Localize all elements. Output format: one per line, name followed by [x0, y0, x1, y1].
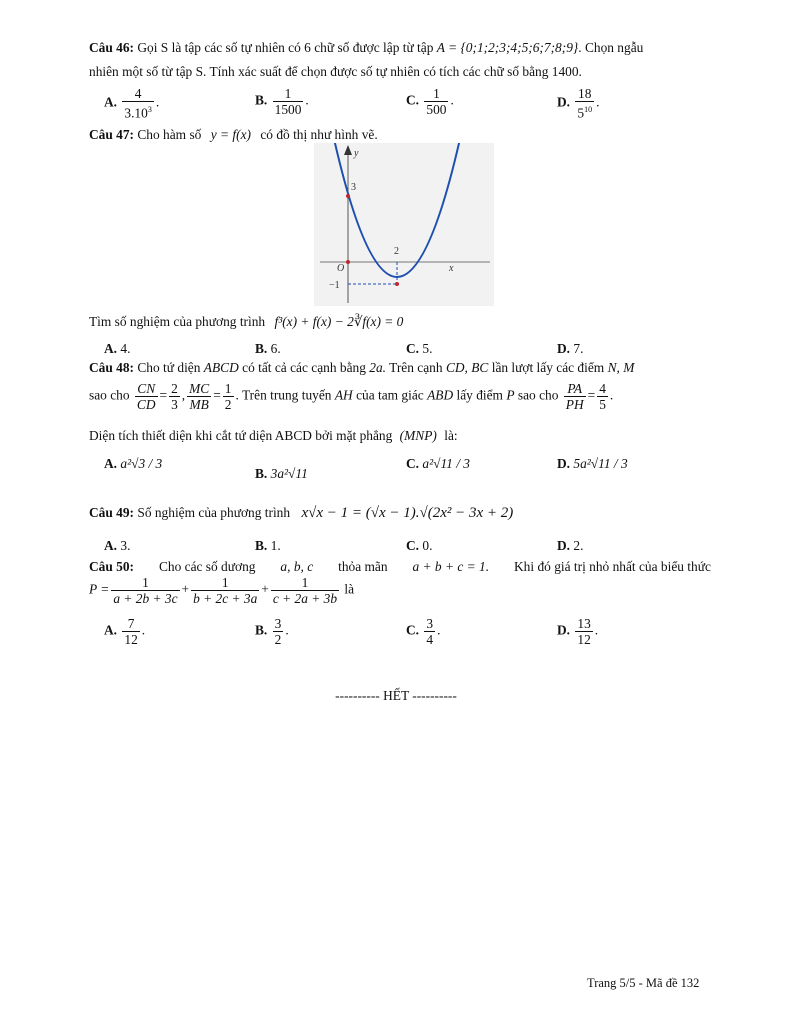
option-label: B.: [255, 92, 268, 108]
origin-label: O: [337, 263, 345, 274]
q47-question-text: Tìm số nghiệm của phương trình: [89, 314, 266, 329]
q49-option-d: [557, 538, 583, 554]
numerator: 1: [111, 575, 179, 591]
option-value: 5a²√11 / 3: [573, 456, 628, 471]
q50-option-c: C. $\frac{3}{4}$ .: [406, 616, 441, 647]
q50-option-d: D. $\frac{13}{12}$ .: [557, 616, 599, 647]
option-label: D.: [557, 538, 571, 553]
denominator: 12: [124, 632, 138, 647]
numerator: 4: [122, 86, 153, 102]
q49-option-b: [255, 538, 281, 554]
q48-option-b: [255, 466, 308, 482]
q50-option-b: B. $\frac{3}{2}$ .: [255, 616, 289, 647]
option-value: 6.: [270, 341, 281, 356]
q46-line1: [89, 40, 643, 56]
option-label: A.: [104, 622, 118, 638]
q47-func: y = f(x): [210, 127, 251, 142]
q48-option-c: [406, 456, 470, 472]
q47-option-d: [557, 341, 583, 357]
text: là: [344, 581, 355, 597]
q47-label: Câu 47:: [89, 127, 135, 142]
period: .: [450, 92, 454, 108]
option-label: B.: [255, 341, 268, 356]
option-value: 7.: [573, 341, 584, 356]
q48-line1: [89, 360, 634, 376]
q46-option-c: [406, 86, 454, 117]
q47-question: [89, 314, 403, 330]
denominator: a + 2b + 3c: [113, 591, 178, 606]
x-tick-label: 2: [394, 246, 399, 257]
q48-text1: Cho tứ diện: [137, 360, 201, 375]
point-y-intercept: [346, 194, 350, 198]
option-label: A.: [104, 94, 118, 110]
numerator: 3: [426, 616, 434, 631]
q48-option-d: [557, 456, 628, 472]
q46-text: Gọi S là tập các số tự nhiên có 6 chữ số được lập từ tập: [137, 40, 434, 55]
q46-option-d: [557, 86, 599, 120]
option-label: A.: [104, 456, 118, 471]
option-label: C.: [406, 341, 420, 356]
text: lấy điểm: [456, 387, 503, 403]
numerator: 3: [274, 616, 282, 631]
option-label: C.: [406, 538, 420, 553]
q46-set: A = {0;1;2;3;4;5;6;7;8;9}: [436, 40, 579, 55]
text: Cho các số dương: [158, 559, 256, 574]
q48-abcd: ABCD: [203, 360, 239, 375]
q48-text2: có tất cả các cạnh bằng: [242, 360, 366, 375]
option-label: A.: [104, 538, 118, 553]
numerator: 1: [273, 86, 304, 102]
option-label: D.: [557, 341, 571, 356]
q46-option-b: [255, 86, 309, 117]
numerator: 1: [191, 575, 259, 591]
numerator: PA: [564, 381, 586, 397]
numerator: 2: [171, 381, 178, 396]
period: .: [596, 94, 600, 110]
numerator: 1: [224, 381, 232, 396]
q47-option-b: [255, 341, 281, 357]
option-label: A.: [104, 341, 118, 356]
denominator: 2: [274, 632, 282, 647]
q49-equation: x√x − 1 = (√x − 1).√(2x² − 3x + 2): [301, 505, 514, 521]
q50-cond: a + b + c = 1.: [412, 559, 490, 574]
x-axis-label: x: [449, 263, 454, 274]
option-value: 3.: [120, 538, 131, 553]
text: thỏa mãn: [338, 559, 388, 574]
text: Khi đó giá trị nhỏ nhất của biểu thức: [514, 559, 711, 574]
numerator: 1: [271, 575, 339, 591]
exponent: 10: [584, 105, 593, 114]
option-label: D.: [557, 622, 571, 638]
q47-line1: [89, 127, 378, 143]
page-footer: Trang 5/5 - Mã đề 132: [587, 976, 700, 990]
q50-label: Câu 50:: [89, 559, 135, 574]
q46-label: Câu 46:: [89, 40, 135, 55]
denominator: MB: [189, 397, 209, 412]
q46-line2: nhiên một số từ tập S. Tính xác suất để chọn được số tự nhiên có tích các chữ số bằng 1400.: [89, 64, 582, 79]
period: .: [155, 94, 160, 110]
q49-label: Câu 49:: [89, 505, 135, 520]
text: của tam giác: [356, 387, 424, 403]
y-tick-label: 3: [351, 182, 356, 193]
option-label: B.: [255, 622, 268, 638]
q48-plane: (MNP): [399, 428, 437, 443]
q49-option-a: [104, 538, 130, 554]
denominator: PH: [565, 397, 584, 412]
option-value: 2.: [573, 538, 584, 553]
q50-option-a: A. $\frac{7}{12}$ .: [104, 616, 146, 647]
option-value: a²√3 / 3: [120, 456, 163, 471]
numerator: 7: [122, 616, 139, 632]
y-axis-label: y: [354, 148, 359, 159]
q48-p: P: [506, 387, 515, 403]
numerator: 4: [599, 381, 606, 396]
q50-vars: a, b, c: [280, 559, 314, 574]
q48-line2: sao cho $\frac{CN}{CD}$ = $\frac{2}{3}$ , $\frac{MC}{MB}$ = $\frac{1}{2}$ . Trên trung tuyến AH của tam giác ABD lấy điểm P sao cho $\frac{PA}{PH}$ = $\frac{4}{5}$ .: [89, 381, 614, 412]
q48-points: N, M: [607, 360, 635, 375]
q48-edges: CD, BC: [445, 360, 489, 375]
numerator: 18: [575, 86, 594, 102]
q47-option-a: [104, 341, 130, 357]
q49-text: Số nghiệm của phương trình: [137, 505, 291, 520]
q46-text2: . Chọn ngẫu: [578, 40, 644, 55]
denominator: 4: [426, 632, 434, 647]
q48-option-a: [104, 456, 162, 472]
period: .: [305, 92, 309, 108]
option-label: C.: [406, 92, 420, 108]
q48-text3: Trên cạnh: [389, 360, 443, 375]
option-label: C.: [406, 456, 420, 471]
text: sao cho: [89, 387, 130, 403]
option-label: B.: [255, 466, 268, 481]
q50-line2: P = $\frac{1}{a + 2b + 3c}$ + $\frac{1}{b + 2c + 3a}$ + $\frac{1}{c + 2a + 3b}$ là: [89, 575, 355, 606]
denominator: CD: [136, 397, 156, 412]
option-value: 1.: [270, 538, 281, 553]
q50-p: P =: [89, 581, 110, 597]
option-label: B.: [255, 538, 268, 553]
function-graph: [314, 143, 494, 306]
q49-option-c: [406, 538, 432, 554]
numerator: 13: [577, 616, 591, 631]
denominator: 500: [426, 102, 447, 117]
q48-ah: AH: [334, 387, 353, 403]
q50-line1: [89, 559, 711, 575]
q47-text2: có đồ thị như hình vẽ.: [260, 127, 378, 142]
q48-edge: 2a.: [369, 360, 387, 375]
text: sao cho: [517, 387, 559, 403]
option-value: 4.: [120, 341, 131, 356]
denominator: 5: [599, 397, 606, 412]
q48-abd: ABD: [427, 387, 454, 403]
denominator: b + 2c + 3a: [193, 591, 258, 606]
point-origin: [346, 260, 350, 264]
point-vertex: [395, 282, 399, 286]
q48-label: Câu 48:: [89, 360, 135, 375]
denominator: 2: [224, 397, 232, 412]
end-mark: ---------- HẾT ----------: [335, 688, 457, 703]
option-value: 3a²√11: [270, 466, 308, 481]
denominator: 1500: [274, 102, 302, 117]
option-label: D.: [557, 94, 571, 110]
option-label: C.: [406, 622, 420, 638]
denominator: 12: [577, 632, 591, 647]
q47-option-c: [406, 341, 432, 357]
exponent: 3: [147, 105, 152, 114]
q48-text4: lần lượt lấy các điểm: [491, 360, 605, 375]
option-value: 5.: [422, 341, 433, 356]
text: . Trên trung tuyến: [235, 387, 332, 403]
q47-equation: f³(x) + f(x) − 2∛f(x) = 0: [274, 314, 404, 329]
q48-line3: [89, 428, 458, 444]
denominator: 3: [171, 397, 178, 412]
q49-line: [89, 505, 513, 522]
y-min-tick-label: −1: [329, 280, 340, 291]
text: Diện tích thiết diện khi cắt tứ diện ABCD bởi mặt phẳng: [89, 428, 393, 443]
denominator: 5: [577, 105, 585, 121]
option-value: 0.: [422, 538, 433, 553]
denominator: 3.10: [124, 105, 148, 121]
numerator: MC: [189, 381, 210, 396]
q47-text: Cho hàm số: [137, 127, 202, 142]
denominator: c + 2a + 3b: [272, 591, 338, 606]
option-label: D.: [557, 456, 571, 471]
q46-option-a: [104, 86, 159, 120]
option-value: a²√11 / 3: [422, 456, 470, 471]
numerator: CN: [135, 381, 158, 397]
numerator: 1: [424, 86, 448, 102]
text: là:: [444, 428, 458, 443]
